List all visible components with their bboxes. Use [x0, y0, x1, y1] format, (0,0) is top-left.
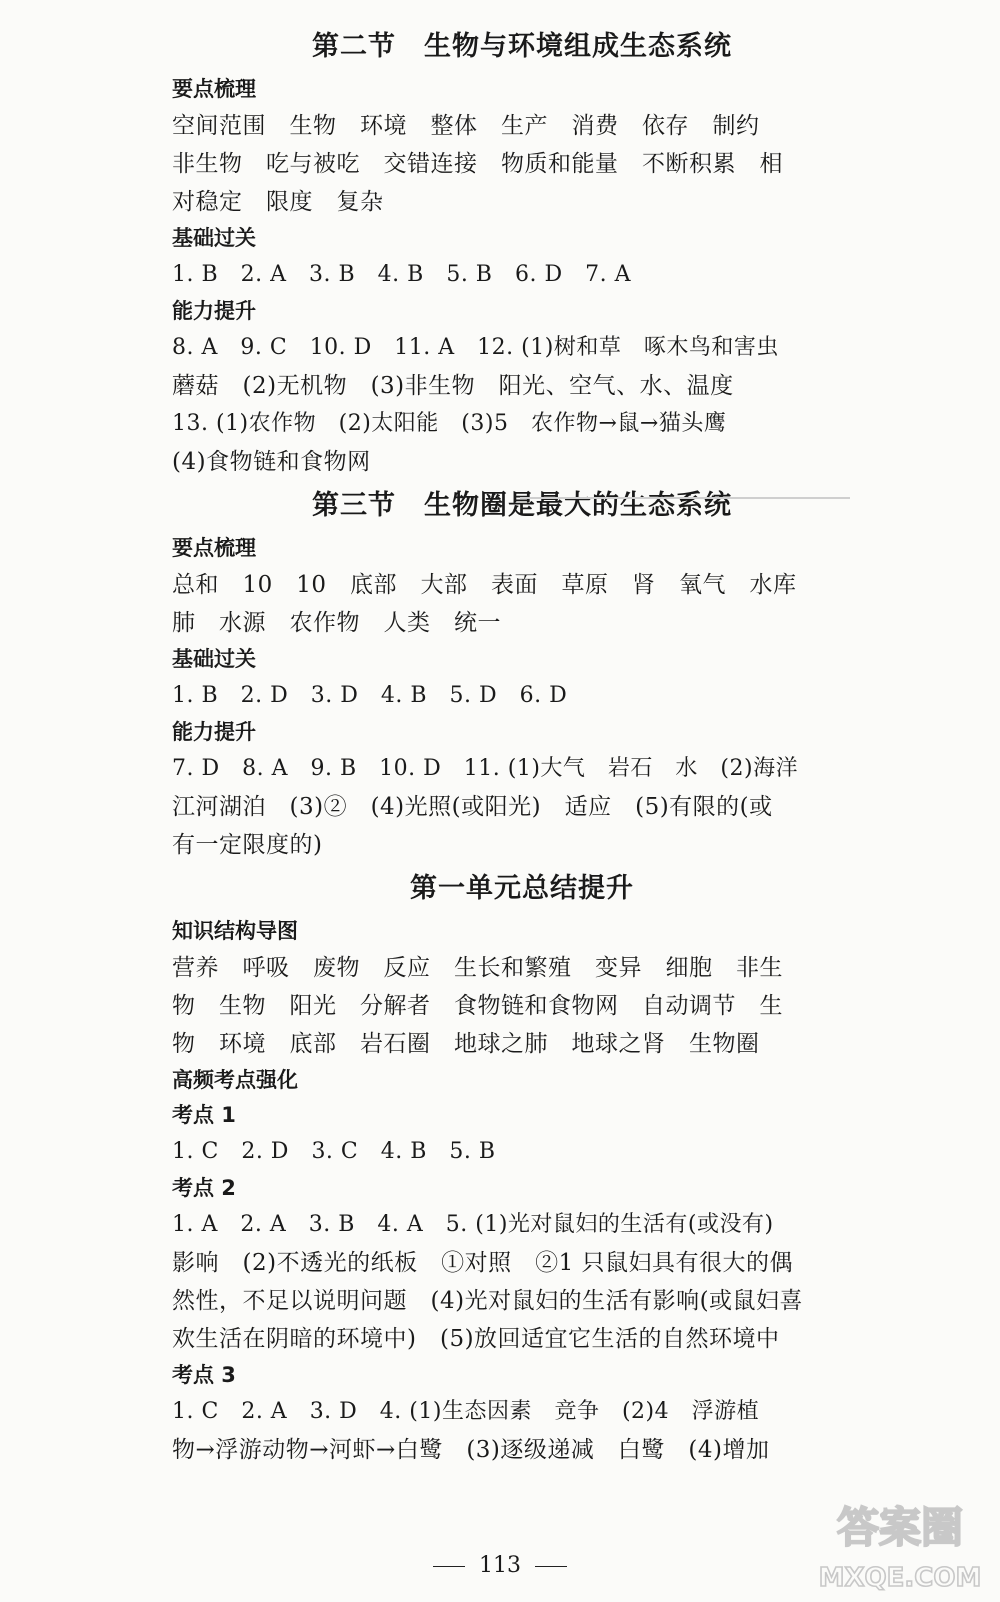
block-heading: 能力提升 — [172, 720, 256, 744]
watermark-logo — [802, 1490, 998, 1598]
section-title: 第一单元总结提升 — [410, 873, 634, 904]
answer-line: 1. B 2. D 3. D 4. B 5. D 6. D — [172, 683, 568, 708]
block-heading: 考点 2 — [172, 1176, 236, 1200]
watermark-bottom-text: MXQE.COM — [818, 1563, 982, 1593]
block-heading: 基础过关 — [172, 647, 256, 671]
answer-line: (4)食物链和食物网 — [172, 449, 371, 475]
answer-line: 1. C 2. D 3. C 4. B 5. B — [172, 1139, 496, 1164]
block-heading: 基础过关 — [172, 226, 256, 250]
block-heading: 知识结构导图 — [172, 919, 298, 943]
dash-left — [433, 1566, 465, 1567]
answer-line: 1. B 2. A 3. B 4. B 5. B 6. D 7. A — [172, 262, 631, 287]
block-heading: 要点梳理 — [172, 536, 256, 560]
answer-line: 对稳定 限度 复杂 — [172, 189, 384, 215]
answer-line: 影响 (2)不透光的纸板 ①对照 ②1 只鼠妇具有很大的偶 — [172, 1250, 794, 1276]
block-heading: 能力提升 — [172, 299, 256, 323]
section-title: 第三节 生物圈是最大的生态系统 — [312, 490, 732, 521]
answer-line: 7. D 8. A 9. B 10. D 11. (1)大气 岩石 水 (2)海洋 — [172, 756, 799, 781]
answer-line: 13. (1)农作物 (2)太阳能 (3)5 农作物→鼠→猫头鹰 — [172, 411, 727, 436]
section-3 — [172, 481, 812, 864]
answer-line: 蘑菇 (2)无机物 (3)非生物 阳光、空气、水、温度 — [172, 373, 734, 399]
watermark-top-text: 答案圈 — [836, 1503, 964, 1552]
answer-line: 总和 10 10 底部 大部 表面 草原 肾 氧气 水库 — [172, 572, 797, 598]
answer-line: 物 生物 阳光 分解者 食物链和食物网 自动调节 生 — [172, 993, 783, 1019]
answer-line: 江河湖泊 (3)② (4)光照(或阳光) 适应 (5)有限的(或 — [172, 794, 773, 820]
answer-line: 1. A 2. A 3. B 4. A 5. (1)光对鼠妇的生活有(或没有) — [172, 1212, 774, 1237]
answer-line: 物 环境 底部 岩石圈 地球之肺 地球之肾 生物圈 — [172, 1031, 760, 1057]
answer-line: 空间范围 生物 环境 整体 生产 消费 依存 制约 — [172, 113, 760, 139]
answer-line: 非生物 吃与被吃 交错连接 物质和能量 不断积累 相 — [172, 151, 783, 177]
answer-line: 营养 呼吸 废物 反应 生长和繁殖 变异 细胞 非生 — [172, 955, 783, 981]
answer-page — [172, 22, 812, 1469]
answer-line: 肺 水源 农作物 人类 统一 — [172, 610, 501, 636]
answer-line: 物→浮游动物→河虾→白鹭 (3)逐级递减 白鹭 (4)增加 — [172, 1437, 770, 1463]
block-heading: 考点 1 — [172, 1103, 236, 1127]
section-2 — [172, 22, 812, 481]
answer-line: 有一定限度的) — [172, 832, 323, 858]
answer-line: 欢生活在阴暗的环境中) (5)放回适宜它生活的自然环境中 — [172, 1326, 780, 1352]
block-heading: 考点 3 — [172, 1363, 236, 1387]
dash-right — [535, 1566, 567, 1567]
page-number-value: 113 — [479, 1553, 521, 1578]
answer-line: 然性，不足以说明问题 (4)光对鼠妇的生活有影响(或鼠妇喜 — [172, 1288, 804, 1314]
unit-summary — [172, 864, 812, 1469]
watermark-svg — [802, 1490, 998, 1598]
section-divider — [520, 497, 850, 499]
section-title: 第二节 生物与环境组成生态系统 — [312, 31, 732, 62]
block-heading: 要点梳理 — [172, 77, 256, 101]
answer-line: 1. C 2. A 3. D 4. (1)生态因素 竞争 (2)4 浮游植 — [172, 1399, 760, 1424]
block-heading: 高频考点强化 — [172, 1068, 298, 1092]
answer-line: 8. A 9. C 10. D 11. A 12. (1)树和草 啄木鸟和害虫 — [172, 335, 779, 360]
